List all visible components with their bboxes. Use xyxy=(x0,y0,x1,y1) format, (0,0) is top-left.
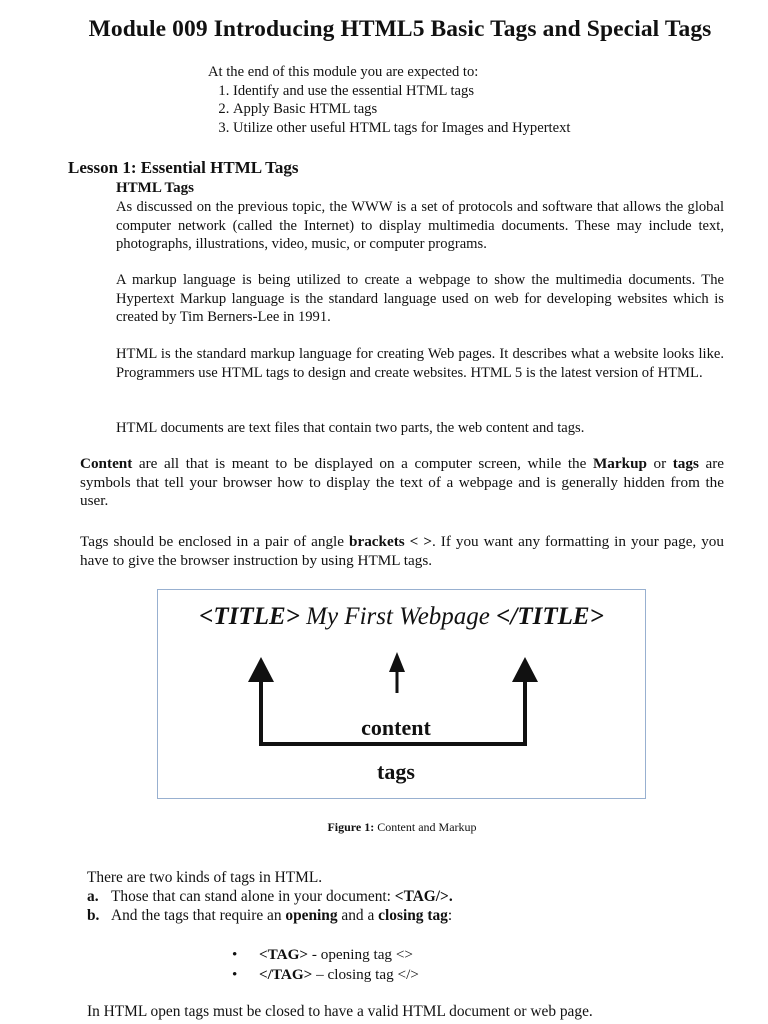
figure-content-label: content xyxy=(361,715,431,740)
bullet-icon: • xyxy=(232,946,238,963)
paragraph-html-standard: HTML is the standard markup language for creating Web pages. It describes what a website looks like. Programmers use HTML tags to design and create websites. HTML 5 is the latest version of HTML. xyxy=(116,346,724,381)
figure-content-text: My First Webpage xyxy=(299,603,497,630)
paragraph-brackets: Tags should be enclosed in a pair of angle brackets < >. If you want any formatting in your page, you have to give the browser instruction by using HTML tags. xyxy=(80,533,724,569)
figure-open-tag: <TITLE> xyxy=(199,603,300,630)
right-arrow-head-icon xyxy=(512,657,538,682)
figure-tags-label: tags xyxy=(377,759,415,784)
term-markup: Markup xyxy=(592,455,647,472)
term-brackets: brackets < > xyxy=(349,533,432,550)
bullet-icon: • xyxy=(232,966,238,983)
objectives-intro: At the end of this module you are expected to: xyxy=(208,64,479,80)
tag-kind-a: a. Those that can stand alone in your document: <TAG/>. xyxy=(87,888,453,905)
left-arrow-head-icon xyxy=(248,657,274,682)
paragraph-html-documents: HTML documents are text files that contain two parts, the web content and tags. xyxy=(116,420,585,436)
page-title: Module 009 Introducing HTML5 Basic Tags and Special Tags xyxy=(88,16,712,42)
tag-kinds xyxy=(87,868,453,925)
paragraph-content-markup: Content are all that is meant to be displayed on a computer screen, while the Markup or tags are symbols that tell your browser how to display the text of a webpage and is generally hidden from the user. xyxy=(80,455,725,510)
center-arrow-head-icon xyxy=(389,652,405,672)
objective-item: 3. Utilize other useful HTML tags for Images and Hypertext xyxy=(233,119,570,138)
closing-statement: In HTML open tags must be closed to have a valid HTML document or web page. xyxy=(87,1003,593,1020)
objective-item: 2. Apply Basic HTML tags xyxy=(233,100,570,119)
figure-caption: Figure 1: Content and Markup xyxy=(327,820,477,834)
tag-kinds-intro: There are two kinds of tags in HTML. xyxy=(87,869,323,886)
bullet-item: • <TAG> - opening tag <> xyxy=(232,946,413,963)
term-tags: tags xyxy=(672,455,699,472)
tag-kind-b: b. And the tags that require an opening and a closing tag: xyxy=(87,907,453,924)
paragraph-www: As discussed on the previous topic, the WWW is a set of protocols and software that allows the global computer network (called the Internet) to display multimedia documents. These may include text, photographs, illustrations, video, music, or computer programs. xyxy=(116,199,724,252)
figure-close-tag: </TITLE> xyxy=(496,603,604,630)
lesson-heading: Lesson 1: Essential HTML Tags xyxy=(68,158,299,177)
term-content: Content xyxy=(80,455,133,472)
section-subheading: HTML Tags xyxy=(116,180,194,196)
paragraph-markup-language: A markup language is being utilized to create a webpage to show the multimedia documents. The Hypertext Markup language is the standard language used on web for developing websites which is created by Tim Berners-Lee in 1991. xyxy=(116,272,724,325)
tag-bullet-list xyxy=(232,945,419,985)
objective-item: 1. Identify and use the essential HTML tags xyxy=(233,82,570,101)
bullet-item: • </TAG> – closing tag </> xyxy=(232,966,419,983)
